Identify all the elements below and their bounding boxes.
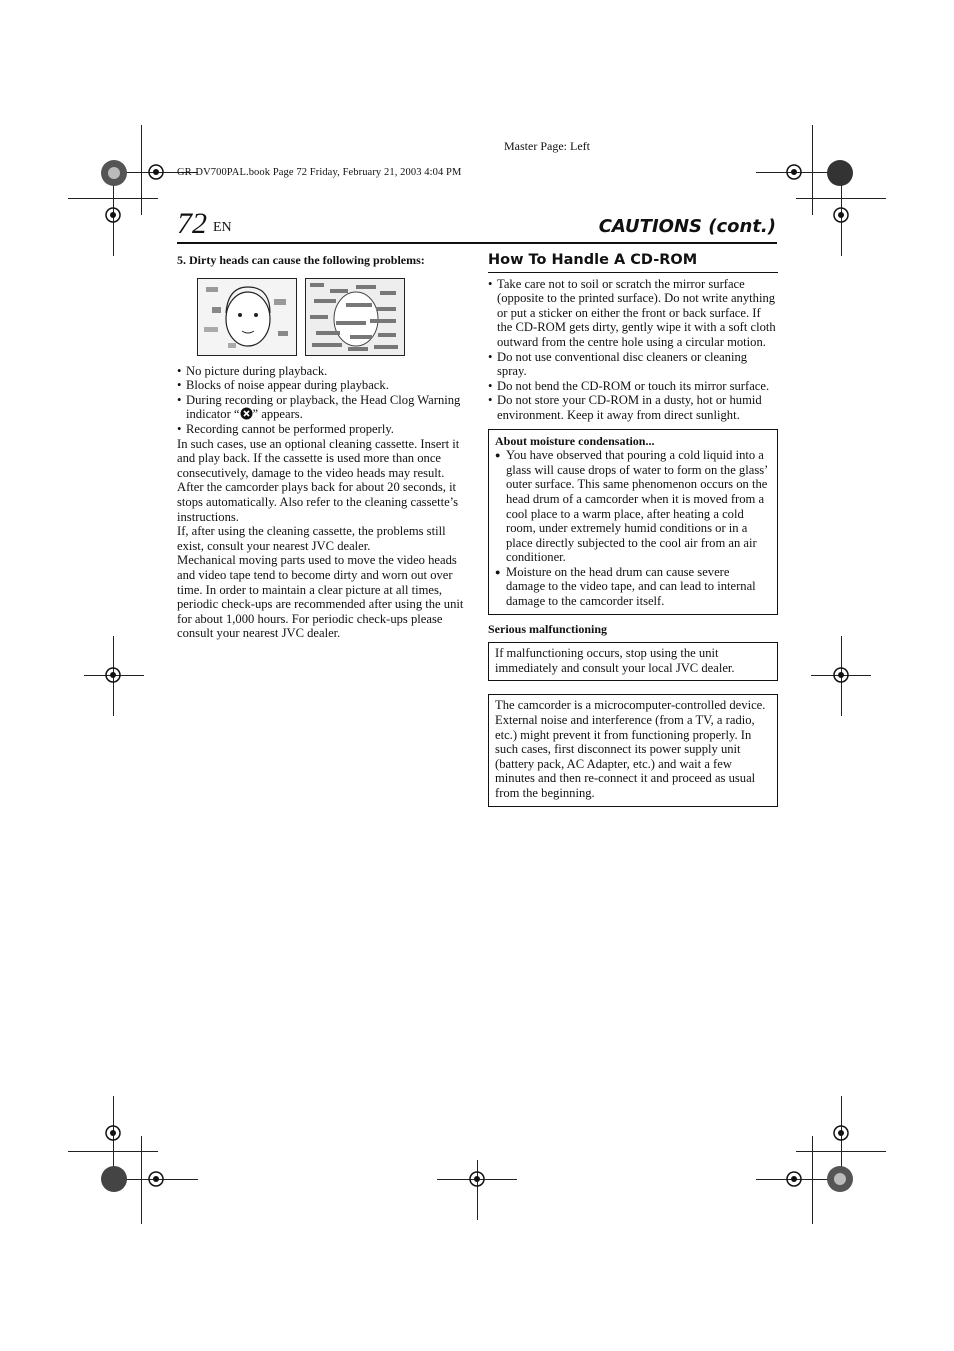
- list-item: • Recording cannot be performed properly.: [177, 422, 465, 437]
- list-item: ● Moisture on the head drum can cause severe damage to the video tape, and can lead to internal damage to the camcorder itself.: [495, 565, 771, 609]
- list-item: • Do not use conventional disc cleaners or cleaning spray.: [488, 350, 778, 379]
- malfunction-heading: Serious malfunctioning: [488, 621, 608, 636]
- header-rule: [177, 242, 777, 244]
- malfunction-box: If malfunctioning occurs, stop using the unit immediately and consult your local JVC dealer.: [488, 642, 778, 681]
- list-item: ● You have observed that pouring a cold liquid into a glass will cause drops of water to form on the glass’ outer surface. This same phenomenon occurs on the head drum of a camcorder when it is moved from a cool place to a warm place, after heating a cold room, under extremely humid conditions or in a place directly subjected to the cool air from an air conditioner.: [495, 448, 771, 565]
- list-item: • Do not bend the CD-ROM or touch its mirror surface.: [488, 379, 778, 394]
- master-page-label: Master Page: Left: [504, 139, 590, 153]
- page-number: 72: [177, 207, 207, 240]
- cd-rom-heading: How To Handle A CD-ROM: [488, 253, 778, 273]
- list-item: • During recording or playback, the Head Clog Warning indicator “ ” appears.: [177, 393, 465, 422]
- checkup-paragraph: Mechanical moving parts used to move the video heads and video tape tend to become dirty and worn out over time. In order to maintain a clear picture at all times, periodic check-ups are recommended after using the unit for about 1,000 hours. For periodic check-ups please consult your nearest JVC dealer.: [177, 553, 464, 641]
- language-code: EN: [213, 220, 232, 235]
- microcomputer-box: The camcorder is a microcomputer-controlled device. External noise and interference (from a TV, a radio, etc.) might prevent it from functioning properly. In such cases, first disconnect its power supply unit (battery pack, AC Adapter, etc.) and wait a few minutes and then re-connect it and proceed as usual from the beginning.: [488, 694, 778, 806]
- cleaning-paragraph: In such cases, use an optional cleaning cassette. Insert it and play back. If the cassette is used more than once consecutively, damage to the video heads may result. After the camcorder plays back for about 20 seconds, it stops automatically. Also refer to the cleaning cassette’s instructions.: [177, 436, 460, 524]
- right-column: [488, 253, 778, 807]
- list-item: • No picture during playback.: [177, 364, 465, 379]
- moisture-box: [488, 429, 778, 615]
- list-item: • Do not store your CD-ROM in a dusty, hot or humid environment. Keep it away from direct sunlight.: [488, 393, 778, 422]
- section-title: CAUTIONS (cont.): [598, 216, 776, 237]
- moisture-heading: About moisture condensation...: [495, 433, 655, 448]
- heavy-noise-picture: [305, 278, 405, 356]
- partial-noise-picture: [197, 278, 297, 356]
- list-item: • Blocks of noise appear during playback.: [177, 378, 465, 393]
- noise-illustrations: [197, 278, 465, 356]
- dealer-paragraph: If, after using the cleaning cassette, the problems still exist, consult your nearest JVC dealer.: [177, 524, 446, 553]
- dirty-heads-heading: 5. Dirty heads can cause the following problems:: [177, 253, 425, 267]
- book-info-line: GR-DV700PAL.book Page 72 Friday, February 21, 2003 4:04 PM: [177, 167, 462, 178]
- cd-rom-list: [488, 277, 778, 423]
- problem-list: [177, 364, 465, 437]
- left-column: [177, 253, 465, 641]
- list-item: • Take care not to soil or scratch the mirror surface (opposite to the printed surface). Do not write anything or put a sticker on either the front or back surface. If the CD-ROM gets dirty, gently wipe it with a soft cloth outward from the centre hole using a circular motion.: [488, 277, 778, 350]
- head-clog-warning-icon: [240, 407, 253, 421]
